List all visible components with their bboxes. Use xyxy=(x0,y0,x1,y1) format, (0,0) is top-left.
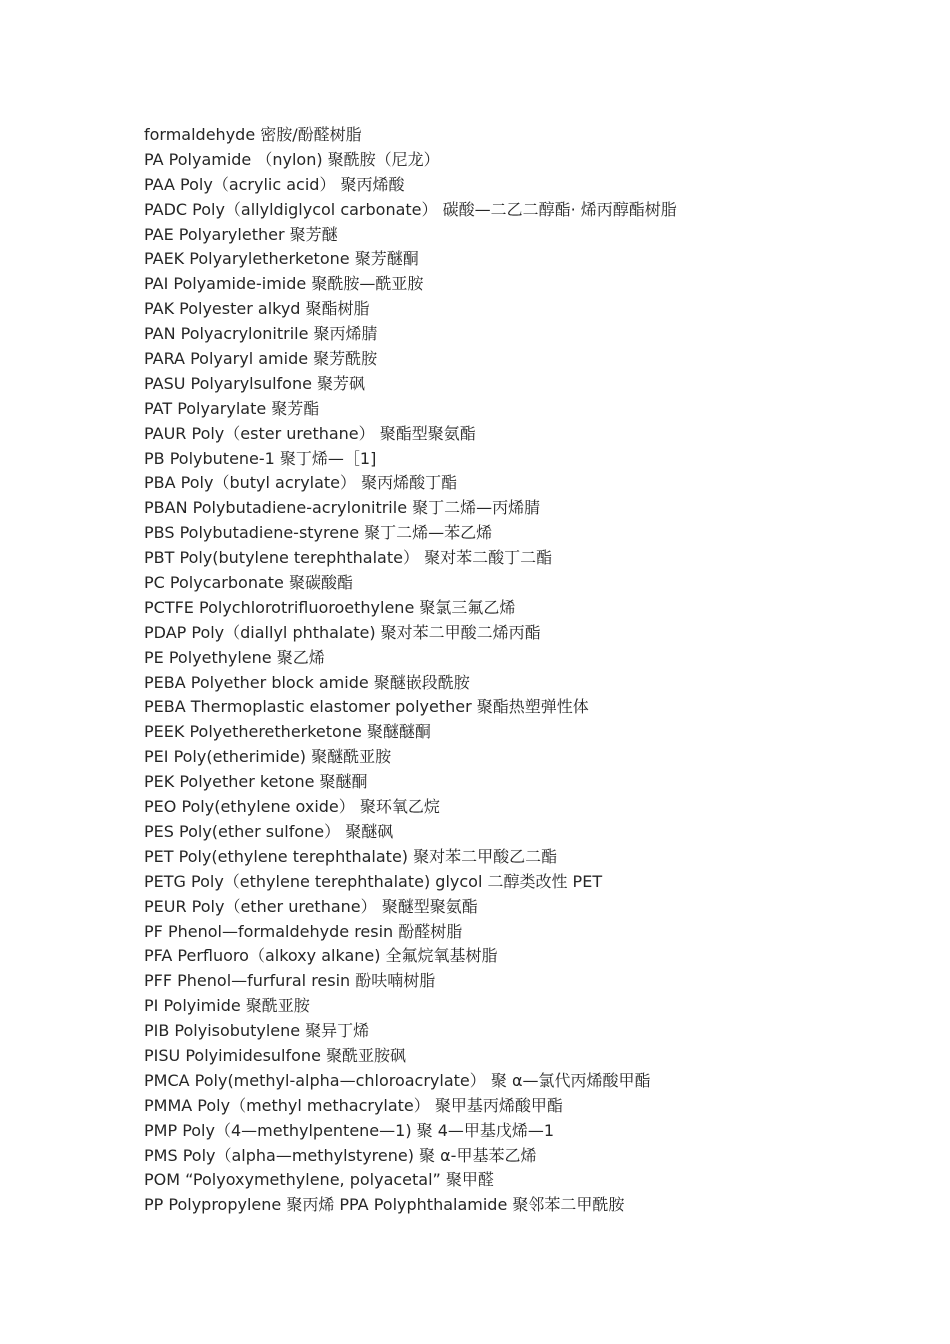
list-item: PDAP Poly（diallyl phthalate) 聚对苯二甲酸二烯丙酯 xyxy=(144,622,541,642)
list-item: PBT Poly(butylene terephthalate） 聚对苯二酸丁二酯 xyxy=(144,548,553,568)
list-item: PARA Polyaryl amide 聚芳酰胺 xyxy=(144,349,378,369)
list-item: PFF Phenol—furfural resin 酚呋喃树脂 xyxy=(144,971,436,991)
list-item: PEO Poly(ethylene oxide） 聚环氧乙烷 xyxy=(144,797,440,817)
list-item: PET Poly(ethylene terephthalate) 聚对苯二甲酸乙二酯 xyxy=(144,846,558,866)
list-item: PAE Polyarylether 聚芳醚 xyxy=(144,224,338,244)
list-item: PEBA Thermoplastic elastomer polyether 聚酯热塑弹性体 xyxy=(144,697,589,717)
list-item: PMP Poly（4—methylpentene—1) 聚 4—甲基戊烯—1 xyxy=(144,1120,555,1140)
list-item: PA Polyamide （nylon) 聚酰胺（尼龙） xyxy=(144,149,440,169)
list-item: PBA Poly（butyl acrylate） 聚丙烯酸丁酯 xyxy=(144,473,458,493)
list-item: PAT Polyarylate 聚芳酯 xyxy=(144,398,320,418)
list-item: PCTFE Polychlorotrifluoroethylene 聚氯三氟乙烯 xyxy=(144,597,516,617)
list-item: PISU Polyimidesulfone 聚酰亚胺砜 xyxy=(144,1045,406,1065)
list-item: PAUR Poly（ester urethane） 聚酯型聚氨酯 xyxy=(144,423,476,443)
list-item: PAK Polyester alkyd 聚酯树脂 xyxy=(144,299,370,319)
abbreviation-list xyxy=(144,123,924,1218)
list-item: PEBA Polyether block amide 聚醚嵌段酰胺 xyxy=(144,672,470,692)
list-item: PAEK Polyaryletherketone 聚芳醚酮 xyxy=(144,249,419,269)
list-item: PASU Polyarylsulfone 聚芳砜 xyxy=(144,373,366,393)
list-item: PP Polypropylene 聚丙烯 PPA Polyphthalamide 聚邻苯二甲酰胺 xyxy=(144,1195,625,1215)
list-item: PBS Polybutadiene-styrene 聚丁二烯—苯乙烯 xyxy=(144,523,493,543)
list-item: PEUR Poly（ether urethane） 聚醚型聚氨酯 xyxy=(144,896,478,916)
list-item: PC Polycarbonate 聚碳酸酯 xyxy=(144,573,353,593)
list-item: PETG Poly（ethylene terephthalate) glycol 二醇类改性 PET xyxy=(144,871,603,891)
list-item: PB Polybutene-1 聚丁烯—［1] xyxy=(144,448,377,468)
list-item: PI Polyimide 聚酰亚胺 xyxy=(144,996,310,1016)
list-item: PAN Polyacrylonitrile 聚丙烯腈 xyxy=(144,324,378,344)
list-item: PMS Poly（alpha—methylstyrene) 聚 α-甲基苯乙烯 xyxy=(144,1145,537,1165)
list-item: PIB Polyisobutylene 聚异丁烯 xyxy=(144,1021,370,1041)
list-item: PADC Poly（allyldiglycol carbonate） 碳酸—二乙二醇酯· 烯丙醇酯树脂 xyxy=(144,199,677,219)
list-item: PAI Polyamide-imide 聚酰胺—酰亚胺 xyxy=(144,274,424,294)
list-item: PBAN Polybutadiene-acrylonitrile 聚丁二烯—丙烯腈 xyxy=(144,498,541,518)
list-item: PE Polyethylene 聚乙烯 xyxy=(144,647,325,667)
list-item: POM “Polyoxymethylene, polyacetal” 聚甲醛 xyxy=(144,1170,494,1190)
list-item: PES Poly(ether sulfone） 聚醚砜 xyxy=(144,821,394,841)
list-item: PEK Polyether ketone 聚醚酮 xyxy=(144,772,368,792)
list-item: PFA Perfluoro（alkoxy alkane) 全氟烷氧基树脂 xyxy=(144,946,498,966)
list-item: PEEK Polyetheretherketone 聚醚醚酮 xyxy=(144,722,431,742)
list-item: PMMA Poly（methyl methacrylate） 聚甲基丙烯酸甲酯 xyxy=(144,1095,563,1115)
list-item: PMCA Poly(methyl-alpha—chloroacrylate） 聚 α—氯代丙烯酸甲酯 xyxy=(144,1070,651,1090)
list-item: PEI Poly(etherimide) 聚醚酰亚胺 xyxy=(144,747,392,767)
list-item: formaldehyde 密胺/酚醛树脂 xyxy=(144,125,362,144)
list-item: PF Phenol—formaldehyde resin 酚醛树脂 xyxy=(144,921,463,941)
list-item: PAA Poly（acrylic acid） 聚丙烯酸 xyxy=(144,174,405,194)
